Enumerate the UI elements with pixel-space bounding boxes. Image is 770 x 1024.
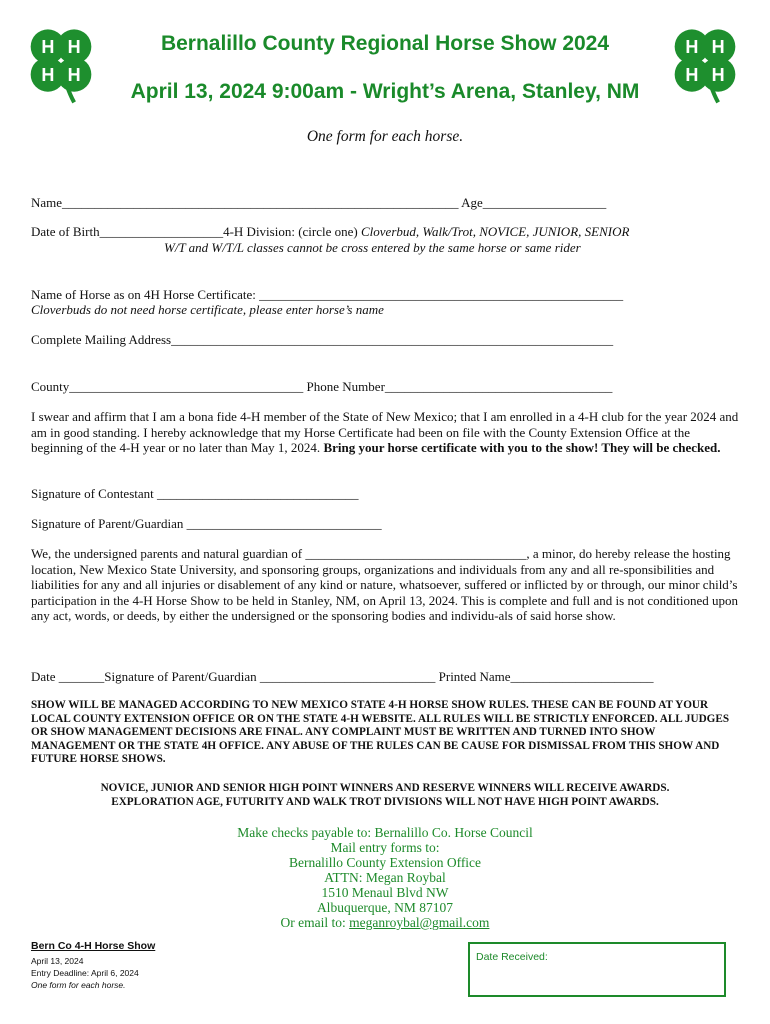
date-received-label: Date Received: [476, 951, 548, 963]
logo-letter: H [67, 37, 81, 58]
release-paragraph [31, 546, 743, 624]
county-field[interactable]: ____________________________________ [69, 379, 304, 394]
parent-signature-field[interactable]: ______________________________ [186, 516, 382, 531]
footer-title: Bern Co 4-H Horse Show [31, 940, 156, 952]
division-label: 4-H Division: (circle one) [223, 224, 358, 239]
date-label: Date [31, 669, 56, 684]
parent-signature-2-field[interactable]: ___________________________ [259, 669, 436, 684]
logo-letter: H [41, 65, 55, 86]
release-signature-row [31, 669, 653, 685]
phone-field[interactable]: ___________________________________ [384, 379, 613, 394]
horse-label: Name of Horse as on 4H Horse Certificate: [31, 287, 256, 302]
rules-paragraph: SHOW WILL BE MANAGED ACCORDING TO NEW MEXICO STATE 4-H HORSE SHOW RULES. THESE CAN BE FOUND AT YOUR LOCAL COUNTY EXTENSION OFFICE OR ON THE STATE 4-H WEBSITE. ALL RULES WILL BE STRICTLY ENFORCED. ALL JUDGES OR SHOW MANAGEMENT DECISIONS ARE FINAL. ANY COMPLAINT MUST BE WRITTEN AND TURNED INTO SHOW MANAGEMENT OR THE STATE 4H OFFICE. ANY ABUSE OF THE RULES CAN BE CAUSE FOR DISMISSAL FROM THIS SHOW AND FUTURE HORSE SHOWS. [31, 699, 730, 766]
logo-letter: H [41, 37, 55, 58]
email-prefix: Or email to: [280, 915, 346, 930]
release-intro: We, the undersigned parents and natural guardian of [31, 546, 303, 561]
county-label: County [31, 379, 70, 394]
name-field[interactable]: _____________________________________________________________ [62, 195, 459, 210]
parent-signature-2-label: Signature of Parent/Guardian [104, 669, 257, 684]
contestant-signature-label: Signature of Contestant [31, 486, 154, 501]
logo-letter: H [711, 65, 725, 86]
footer-date: April 13, 2024 [31, 956, 84, 966]
dob-row [31, 224, 629, 240]
awards-line-2: EXPLORATION AGE, FUTURITY AND WALK TROT DIVISIONS WILL NOT HAVE HIGH POINT AWARDS. [111, 796, 659, 808]
printed-name-field[interactable]: ______________________ [510, 669, 654, 684]
horse-field[interactable]: ________________________________________________________ [259, 287, 624, 302]
dob-label: Date of Birth [31, 224, 100, 239]
horse-note: Cloverbuds do not need horse certificate, please enter horse’s name [31, 302, 384, 317]
division-note: W/T and W/T/L classes cannot be cross entered by the same horse or same rider [164, 240, 581, 255]
parent-signature-row [31, 516, 382, 532]
logo-letter: H [711, 37, 725, 58]
extension-office: Bernalillo County Extension Office [288, 855, 482, 870]
address-row [31, 332, 613, 348]
name-row [31, 195, 606, 211]
awards-line-1: NOVICE, JUNIOR AND SENIOR HIGH POINT WINNERS AND RESERVE WINNERS WILL RECEIVE AWARDS. [100, 782, 670, 794]
city-state-zip: Albuquerque, NM 87107 [316, 900, 454, 915]
certificate-reminder: Bring your horse certificate with you to the show! They will be checked. [323, 440, 721, 455]
address-field[interactable]: ____________________________________________________________________ [171, 332, 614, 347]
county-row [31, 379, 612, 395]
date-field[interactable]: _______ [58, 669, 105, 684]
affirmation-paragraph [31, 409, 741, 456]
logo-letter: H [67, 65, 81, 86]
parent-signature-label: Signature of Parent/Guardian [31, 516, 184, 531]
attention-line: ATTN: Megan Roybal [324, 870, 446, 885]
form-note: One form for each horse. [306, 128, 464, 145]
footer-deadline: Entry Deadline: April 6, 2024 [31, 968, 139, 978]
email-line [0, 915, 770, 931]
division-options[interactable]: Cloverbud, Walk/Trot, NOVICE, JUNIOR, SENIOR [361, 224, 630, 239]
affirmation-text: I swear and affirm that I am a bona fide 4-H member of the State of New Mexico; that I am enrolled in a 4-H club for the year 2024 and am in good standing. I hereby acknowledge that my Horse Certificate had been on file with the County Extension Office at the beginning of the 4-H year or no later than May 1, 2024. [31, 409, 739, 455]
contestant-signature-field[interactable]: _______________________________ [157, 486, 359, 501]
phone-label: Phone Number [306, 379, 385, 394]
logo-letter: H [685, 37, 699, 58]
checks-payable: Make checks payable to: Bernalillo Co. Horse Council [237, 825, 533, 840]
logo-letter: H [685, 65, 699, 86]
dob-field[interactable]: ___________________ [99, 224, 224, 239]
age-label: Age [461, 195, 483, 210]
street-address: 1510 Menaul Blvd NW [321, 885, 449, 900]
page-title: Bernalillo County Regional Horse Show 2024 [160, 32, 610, 55]
name-label: Name [31, 195, 63, 210]
printed-name-label: Printed Name [438, 669, 511, 684]
horse-row [31, 287, 623, 303]
minor-name-field[interactable]: __________________________________ [305, 546, 527, 561]
address-label: Complete Mailing Address [31, 332, 172, 347]
age-field[interactable]: ___________________ [482, 195, 607, 210]
date-received-box[interactable] [468, 942, 726, 997]
contestant-signature-row [31, 486, 359, 502]
email-link[interactable]: meganroybal@gmail.com [349, 915, 490, 930]
page-subtitle: April 13, 2024 9:00am - Wright’s Arena, Stanley, NM [130, 80, 640, 103]
mail-entry-forms: Mail entry forms to: [330, 840, 440, 855]
footer-note: One form for each horse. [31, 980, 126, 990]
release-text: , a minor, do hereby release the hosting location, New Mexico State University, and sponsoring groups, organizations and individuals from any and all re-sponsibilities and liabilities for any and all injuries or disablement of any kind or nature, whatsoever, suffered or inflicted by or through, our minor child’s participation in the 4-H Horse Show to be held in Stanley, NM, on April 13, 2024. This is complete and full and is not conditioned upon any act, words, or deeds, by either the undersigned or the sponsoring bodies and individu-als of said horse show. [31, 546, 738, 623]
